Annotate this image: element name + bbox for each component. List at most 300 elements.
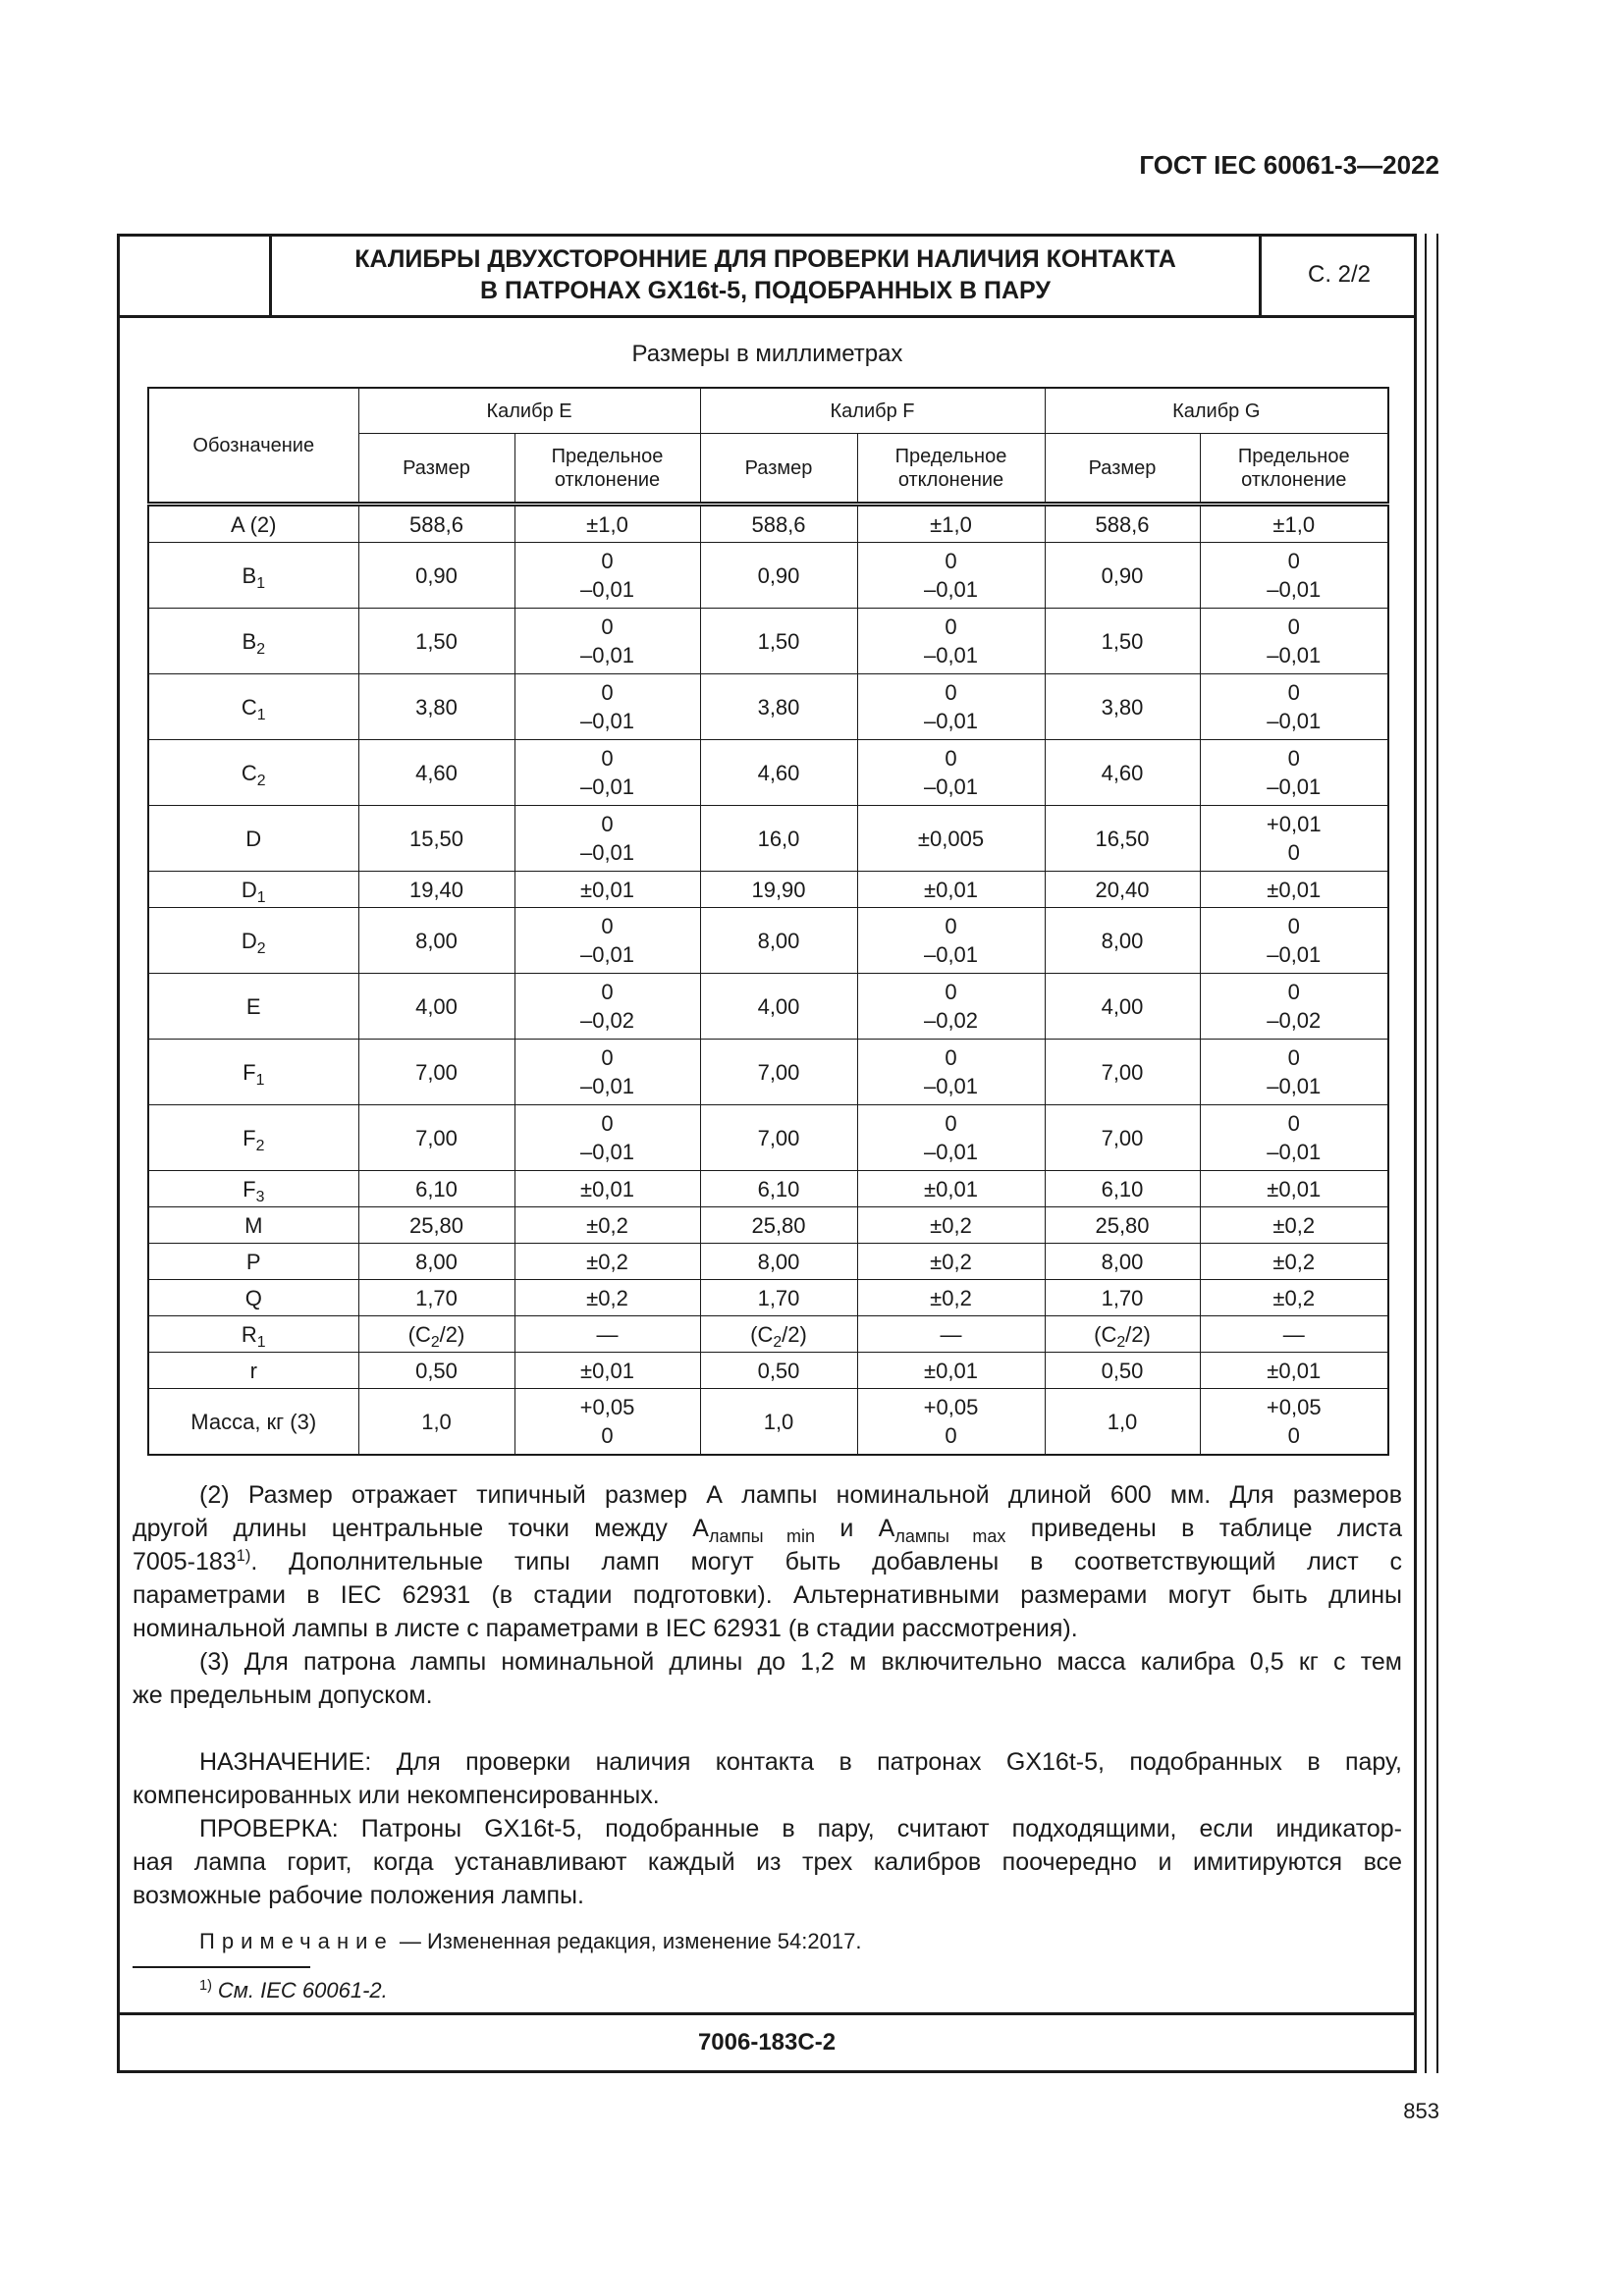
tolerance-cell — [514, 740, 700, 806]
tolerance-cell — [857, 1280, 1045, 1316]
size-cell — [358, 872, 514, 908]
tolerance-value: ±0,01 — [580, 1176, 634, 1201]
size-cell — [700, 1316, 857, 1353]
designation-subscript: 1 — [255, 1071, 265, 1089]
size-cell — [1045, 674, 1200, 740]
footnote — [133, 1976, 1402, 2005]
tolerance-value: ±0,01 — [924, 877, 978, 902]
size-value: 1,70 — [415, 1285, 458, 1310]
designation-cell — [148, 1171, 358, 1207]
tolerance-cell — [514, 1353, 700, 1389]
tolerance-value: 0 — [945, 1045, 957, 1070]
size-value: 1,50 — [415, 628, 458, 654]
size-cell — [700, 1171, 857, 1207]
size-value: 25,80 — [1095, 1212, 1150, 1238]
tolerance-cell — [857, 1207, 1045, 1244]
size-value: 4,60 — [1101, 760, 1144, 785]
tolerance-value: –0,01 — [923, 1074, 979, 1098]
tolerance-value: 0 — [601, 549, 614, 573]
tolerance-cell — [514, 609, 700, 674]
designation-letter: R — [241, 1321, 257, 1347]
table-row — [148, 1389, 1388, 1456]
size-value: 6,10 — [415, 1176, 458, 1201]
tolerance-value: 0 — [601, 980, 614, 1004]
designation-letter: D — [241, 928, 257, 953]
tolerance-cell — [1200, 1040, 1388, 1105]
note-text: приведены в таблице листа — [1005, 1515, 1402, 1542]
tolerance-value: ±0,005 — [917, 826, 985, 851]
note-subscript: лампы min — [708, 1525, 815, 1546]
tolerance-value: ±0,2 — [586, 1212, 628, 1238]
tolerance-cell — [514, 1105, 700, 1171]
note-text: и A — [814, 1515, 895, 1542]
tolerance-cell — [514, 1389, 700, 1456]
tolerance-value: –0,01 — [923, 1140, 979, 1164]
tolerance-cell — [514, 1171, 700, 1207]
size-cell — [358, 505, 514, 543]
designation-letter: F — [243, 1176, 256, 1201]
size-cell — [358, 1244, 514, 1280]
tolerance-cell — [514, 1040, 700, 1105]
check-line: ная лампа горит, когда устанавливают каждый из трех калибров поочередно и имитируются все — [133, 1848, 1402, 1876]
tolerance-header-line: Предельное — [551, 445, 664, 467]
check-line: возможные рабочие положения лампы. — [133, 1882, 584, 1909]
tolerance-value: 0 — [1287, 680, 1300, 705]
size-cell — [358, 740, 514, 806]
tolerance-value: 0 — [601, 914, 614, 938]
designation-cell — [148, 1105, 358, 1171]
size-value: 3,80 — [1101, 694, 1144, 720]
tolerance-value: 0 — [601, 614, 614, 639]
size-value: 6,10 — [757, 1176, 800, 1201]
purpose-paragraph — [133, 1745, 1402, 1812]
tolerance-value: –0,01 — [1267, 577, 1322, 602]
tolerance-cell — [857, 1353, 1045, 1389]
designation-cell — [148, 1207, 358, 1244]
designation-cell — [148, 740, 358, 806]
table-row — [148, 609, 1388, 674]
tolerance-cell — [857, 674, 1045, 740]
remark-text: — Измененная редакция, изменение 54:2017. — [393, 1929, 862, 1953]
size-value: 1,70 — [1101, 1285, 1144, 1310]
size-cell — [358, 1171, 514, 1207]
size-cell — [700, 543, 857, 609]
designation-cell — [148, 1316, 358, 1353]
tolerance-value: 0 — [1287, 614, 1300, 639]
designation-subscript: 1 — [256, 1333, 266, 1351]
tolerance-value: ±0,2 — [930, 1249, 972, 1274]
tolerance-value: 0 — [601, 1423, 614, 1448]
tolerance-value: –0,01 — [579, 1074, 635, 1098]
tolerance-cell — [857, 1244, 1045, 1280]
tolerance-value: ±1,0 — [930, 511, 972, 537]
designation-subscript: 2 — [256, 772, 266, 789]
tolerance-cell — [857, 543, 1045, 609]
designation-cell — [148, 1389, 358, 1456]
page-number: 853 — [1403, 2099, 1439, 2123]
tolerance-cell — [1200, 609, 1388, 674]
tolerance-cell — [1200, 1353, 1388, 1389]
designation-letter: F — [243, 1059, 256, 1085]
note-3 — [133, 1645, 1402, 1712]
size-value: 588,6 — [1095, 511, 1150, 537]
tolerance-value: –0,01 — [1267, 1074, 1322, 1098]
tolerance-value: ±0,01 — [924, 1176, 978, 1201]
designation-cell — [148, 505, 358, 543]
tolerance-value: 0 — [1287, 549, 1300, 573]
tolerance-value: ±1,0 — [1272, 511, 1316, 537]
column-header-size: Размер — [1045, 434, 1200, 505]
tolerance-cell — [1200, 543, 1388, 609]
tolerance-cell — [1200, 674, 1388, 740]
size-value: 7,00 — [757, 1059, 800, 1085]
size-value: 3,80 — [415, 694, 458, 720]
size-cell — [700, 674, 857, 740]
size-value: 3,80 — [757, 694, 800, 720]
table-row — [148, 543, 1388, 609]
tolerance-cell — [857, 505, 1045, 543]
footnote-marker: 1) — [199, 1978, 212, 1995]
tolerance-cell — [514, 1316, 700, 1353]
size-cell — [700, 974, 857, 1040]
size-cell — [358, 1389, 514, 1456]
size-value: 0,90 — [1101, 562, 1144, 588]
column-header-gauge-e: Калибр E — [358, 388, 700, 434]
size-value: 4,60 — [415, 760, 458, 785]
note-line: параметрами в IEC 62931 (в стадии подготовки). Альтернативными размерами могут быть длины — [133, 1581, 1402, 1609]
designation-cell — [148, 1280, 358, 1316]
column-header-size: Размер — [358, 434, 514, 505]
tolerance-value: –0,01 — [1267, 643, 1322, 667]
size-value: 1,70 — [757, 1285, 800, 1310]
note-text: 7005-183 — [133, 1548, 237, 1575]
designation-subscript: 2 — [256, 939, 266, 957]
designation-letter: M — [244, 1212, 263, 1238]
size-cell — [1045, 1316, 1200, 1353]
page-title — [272, 234, 1262, 315]
column-header-gauge-f: Калибр F — [700, 388, 1045, 434]
tolerance-value: 0 — [945, 549, 957, 573]
footnote-reference: 1) — [236, 1546, 251, 1565]
tolerance-cell — [1200, 1171, 1388, 1207]
size-cell — [1045, 1389, 1200, 1456]
tolerance-cell — [514, 1280, 700, 1316]
size-value: 8,00 — [757, 928, 800, 953]
size-subscript: 2 — [430, 1333, 440, 1351]
designation-cell — [148, 974, 358, 1040]
tolerance-cell — [857, 740, 1045, 806]
tolerance-value: ±0,01 — [1267, 1176, 1322, 1201]
tolerance-cell — [857, 974, 1045, 1040]
size-value: 8,00 — [1101, 928, 1144, 953]
size-cell — [700, 1040, 857, 1105]
size-cell — [700, 1389, 857, 1456]
tolerance-value: ±0,01 — [924, 1358, 978, 1383]
tolerance-value: –0,01 — [1267, 1140, 1322, 1164]
size-cell — [358, 1280, 514, 1316]
note-subscript: лампы max — [894, 1525, 1006, 1546]
size-value: 19,40 — [408, 877, 464, 902]
tolerance-cell — [1200, 1316, 1388, 1353]
frame-double-line — [1436, 234, 1438, 2073]
size-value: 20,40 — [1095, 877, 1150, 902]
tolerance-cell — [857, 1105, 1045, 1171]
tolerance-value: ±0,2 — [586, 1285, 628, 1310]
tolerance-cell — [514, 806, 700, 872]
tolerance-cell — [857, 806, 1045, 872]
title-row — [117, 234, 1417, 318]
size-cell — [1045, 505, 1200, 543]
footnote-text: См. IEC 60061-2. — [217, 1978, 388, 2002]
size-value: 1,50 — [1101, 628, 1144, 654]
tolerance-cell — [1200, 872, 1388, 908]
tolerance-value: 0 — [1287, 1045, 1300, 1070]
designation-letter: C — [241, 694, 257, 720]
purpose-line: компенсированных или некомпенсированных. — [133, 1782, 660, 1809]
tolerance-value: — — [1282, 1321, 1305, 1347]
size-cell — [358, 1353, 514, 1389]
size-tail: /2) — [1125, 1321, 1151, 1347]
size-cell — [700, 1353, 857, 1389]
tolerance-value: 0 — [945, 914, 957, 938]
tolerance-value: — — [596, 1321, 619, 1347]
size-value: 8,00 — [415, 1249, 458, 1274]
tolerance-value: –0,02 — [1267, 1008, 1322, 1033]
designation-subscript: 1 — [256, 888, 266, 906]
size-value: 8,00 — [1101, 1249, 1144, 1274]
tolerance-value: –0,01 — [923, 709, 979, 733]
size-value: 1,0 — [1107, 1409, 1138, 1434]
size-subscript: 2 — [773, 1333, 783, 1351]
size-cell — [1045, 806, 1200, 872]
tolerance-value: ±0,2 — [1272, 1212, 1316, 1238]
table-row — [148, 1280, 1388, 1316]
size-cell — [358, 674, 514, 740]
title-line: В ПАТРОНАХ GX16t-5, ПОДОБРАННЫХ В ПАРУ — [480, 276, 1051, 304]
size-cell — [700, 1207, 857, 1244]
designation-cell — [148, 674, 358, 740]
table-row — [148, 505, 1388, 543]
size-value: 6,10 — [1101, 1176, 1144, 1201]
title-line: КАЛИБРЫ ДВУХСТОРОННИЕ ДЛЯ ПРОВЕРКИ НАЛИЧИЯ КОНТАКТА — [354, 244, 1176, 273]
tolerance-header-line: отклонение — [1241, 468, 1347, 491]
tolerance-value: ±0,01 — [1267, 1358, 1322, 1383]
size-cell — [1045, 1207, 1200, 1244]
size-cell — [1045, 1353, 1200, 1389]
table-row — [148, 806, 1388, 872]
size-cell — [358, 1316, 514, 1353]
dimensions-table — [147, 387, 1389, 1456]
tolerance-value: ±1,0 — [586, 511, 628, 537]
tolerance-value: –0,01 — [579, 942, 635, 967]
tolerance-value: –0,01 — [579, 643, 635, 667]
size-cell — [358, 1105, 514, 1171]
size-value: 4,00 — [415, 993, 458, 1019]
tolerance-value: 0 — [601, 1045, 614, 1070]
tolerance-value: 0 — [601, 812, 614, 836]
designation-letter: B — [242, 562, 257, 588]
size-value: 588,6 — [751, 511, 806, 537]
designation-letter: D — [245, 826, 262, 851]
note-text: другой длины центральные точки между A — [133, 1515, 709, 1542]
designation-letter: A (2) — [231, 511, 277, 537]
size-value: 0,50 — [1101, 1358, 1144, 1383]
tolerance-header-line: отклонение — [897, 468, 1004, 491]
column-header-gauge-g: Калибр G — [1045, 388, 1388, 434]
column-header-tolerance — [857, 434, 1045, 505]
size-cell — [1045, 974, 1200, 1040]
size-value: (C — [407, 1321, 431, 1347]
size-value: (C — [1094, 1321, 1117, 1347]
size-value: 25,80 — [751, 1212, 806, 1238]
size-cell — [1045, 1280, 1200, 1316]
tolerance-cell — [514, 674, 700, 740]
size-cell — [700, 740, 857, 806]
note-line — [133, 1512, 1402, 1545]
tolerance-value: –0,01 — [579, 709, 635, 733]
size-cell — [700, 1105, 857, 1171]
table-row — [148, 1316, 1388, 1353]
column-header-tolerance — [514, 434, 700, 505]
tolerance-cell — [1200, 505, 1388, 543]
tolerance-value: –0,01 — [923, 942, 979, 967]
tolerance-value: –0,01 — [1267, 774, 1322, 799]
designation-subscript: 2 — [255, 1137, 265, 1154]
tolerance-header-line: Предельное — [894, 445, 1007, 467]
tolerance-cell — [857, 1040, 1045, 1105]
tolerance-value: –0,01 — [1267, 709, 1322, 733]
designation-letter: C — [241, 760, 257, 785]
frame-double-line — [1425, 234, 1427, 2073]
note-line: (3) Для патрона лампы номинальной длины до 1,2 м включительно масса калибра 0,5 кг с тем — [199, 1648, 1402, 1676]
tolerance-value: ±0,01 — [580, 877, 634, 902]
tolerance-value: 0 — [1287, 1423, 1300, 1448]
note-line — [133, 1545, 1402, 1578]
note-text: . Дополнительные типы ламп могут быть добавлены в соответствующий лист с — [250, 1548, 1402, 1575]
remark-label: Примечание — [199, 1929, 394, 1953]
size-value: 4,60 — [757, 760, 800, 785]
tolerance-value: –0,01 — [579, 1140, 635, 1164]
size-cell — [358, 974, 514, 1040]
tolerance-value: –0,02 — [923, 1008, 979, 1033]
tolerance-cell — [514, 1207, 700, 1244]
size-value: 8,00 — [757, 1249, 800, 1274]
table-row — [148, 974, 1388, 1040]
tolerance-cell — [514, 908, 700, 974]
size-value: 1,50 — [757, 628, 800, 654]
size-cell — [700, 806, 857, 872]
size-cell — [700, 505, 857, 543]
tolerance-value: +0,01 — [1266, 812, 1322, 836]
size-value: 4,00 — [757, 993, 800, 1019]
size-value: 7,00 — [415, 1059, 458, 1085]
designation-letter: D — [241, 877, 257, 902]
size-cell — [1045, 908, 1200, 974]
tolerance-value: ±0,01 — [1267, 877, 1322, 902]
units-caption: Размеры в миллиметрах — [631, 341, 903, 367]
document-code: ГОСТ IEC 60061-3—2022 — [1139, 150, 1439, 180]
tolerance-value: ±0,2 — [1272, 1285, 1316, 1310]
tolerance-value: 0 — [601, 746, 614, 771]
tolerance-cell — [857, 1171, 1045, 1207]
title-blank-cell — [117, 234, 272, 315]
designation-letter: E — [245, 993, 261, 1019]
tolerance-value: –0,02 — [579, 1008, 635, 1033]
table-row — [148, 1040, 1388, 1105]
tolerance-cell — [514, 974, 700, 1040]
table-row — [148, 1105, 1388, 1171]
table-row — [148, 908, 1388, 974]
designation-letter: Q — [244, 1285, 262, 1310]
tolerance-cell — [857, 609, 1045, 674]
tolerance-cell — [514, 505, 700, 543]
size-value: (C — [750, 1321, 774, 1347]
size-cell — [358, 1040, 514, 1105]
designation-cell — [148, 543, 358, 609]
size-value: 25,80 — [408, 1212, 464, 1238]
designation-letter: B — [242, 628, 257, 654]
size-cell — [1045, 609, 1200, 674]
tolerance-value: ±0,2 — [930, 1212, 972, 1238]
tolerance-value: 0 — [945, 746, 957, 771]
tolerance-value: 0 — [1287, 746, 1300, 771]
tolerance-cell — [857, 872, 1045, 908]
size-value: 15,50 — [408, 826, 464, 851]
tolerance-value: –0,01 — [923, 577, 979, 602]
purpose-line: НАЗНАЧЕНИЕ: Для проверки наличия контакта в патронах GX16t-5, подобранных в пару, — [199, 1748, 1402, 1776]
column-header-tolerance — [1200, 434, 1388, 505]
size-value: 16,50 — [1095, 826, 1150, 851]
size-tail: /2) — [782, 1321, 807, 1347]
size-value: 16,0 — [757, 826, 800, 851]
size-value: 8,00 — [415, 928, 458, 953]
designation-subscript: 1 — [256, 706, 266, 723]
designation-cell — [148, 1244, 358, 1280]
tolerance-value: 0 — [945, 980, 957, 1004]
size-value: 0,90 — [415, 562, 458, 588]
tolerance-header-line: Предельное — [1237, 445, 1350, 467]
column-header-designation: Обозначение — [148, 388, 358, 505]
table-row — [148, 1244, 1388, 1280]
tolerance-value: ±0,2 — [586, 1249, 628, 1274]
size-cell — [358, 609, 514, 674]
size-cell — [358, 543, 514, 609]
table-row — [148, 1207, 1388, 1244]
size-cell — [700, 1280, 857, 1316]
size-tail: /2) — [439, 1321, 465, 1347]
designation-cell — [148, 908, 358, 974]
table-row — [148, 740, 1388, 806]
size-cell — [358, 806, 514, 872]
tolerance-cell — [514, 1244, 700, 1280]
designation-cell — [148, 1353, 358, 1389]
tolerance-value: 0 — [601, 1111, 614, 1136]
designation-cell — [148, 609, 358, 674]
tolerance-header-line: отклонение — [554, 468, 661, 491]
tolerance-value: 0 — [1287, 914, 1300, 938]
size-value: 1,0 — [763, 1409, 794, 1434]
size-subscript: 2 — [1116, 1333, 1126, 1351]
note-line: номинальной лампы в листе с параметрами в IEC 62931 (в стадии рассмотрения). — [133, 1615, 1078, 1642]
tolerance-cell — [857, 1389, 1045, 1456]
size-value: 0,90 — [757, 562, 800, 588]
tolerance-value: –0,01 — [579, 577, 635, 602]
designation-letter: F — [243, 1125, 256, 1150]
tolerance-value: 0 — [1287, 980, 1300, 1004]
size-cell — [1045, 740, 1200, 806]
table-row — [148, 1353, 1388, 1389]
size-cell — [1045, 872, 1200, 908]
